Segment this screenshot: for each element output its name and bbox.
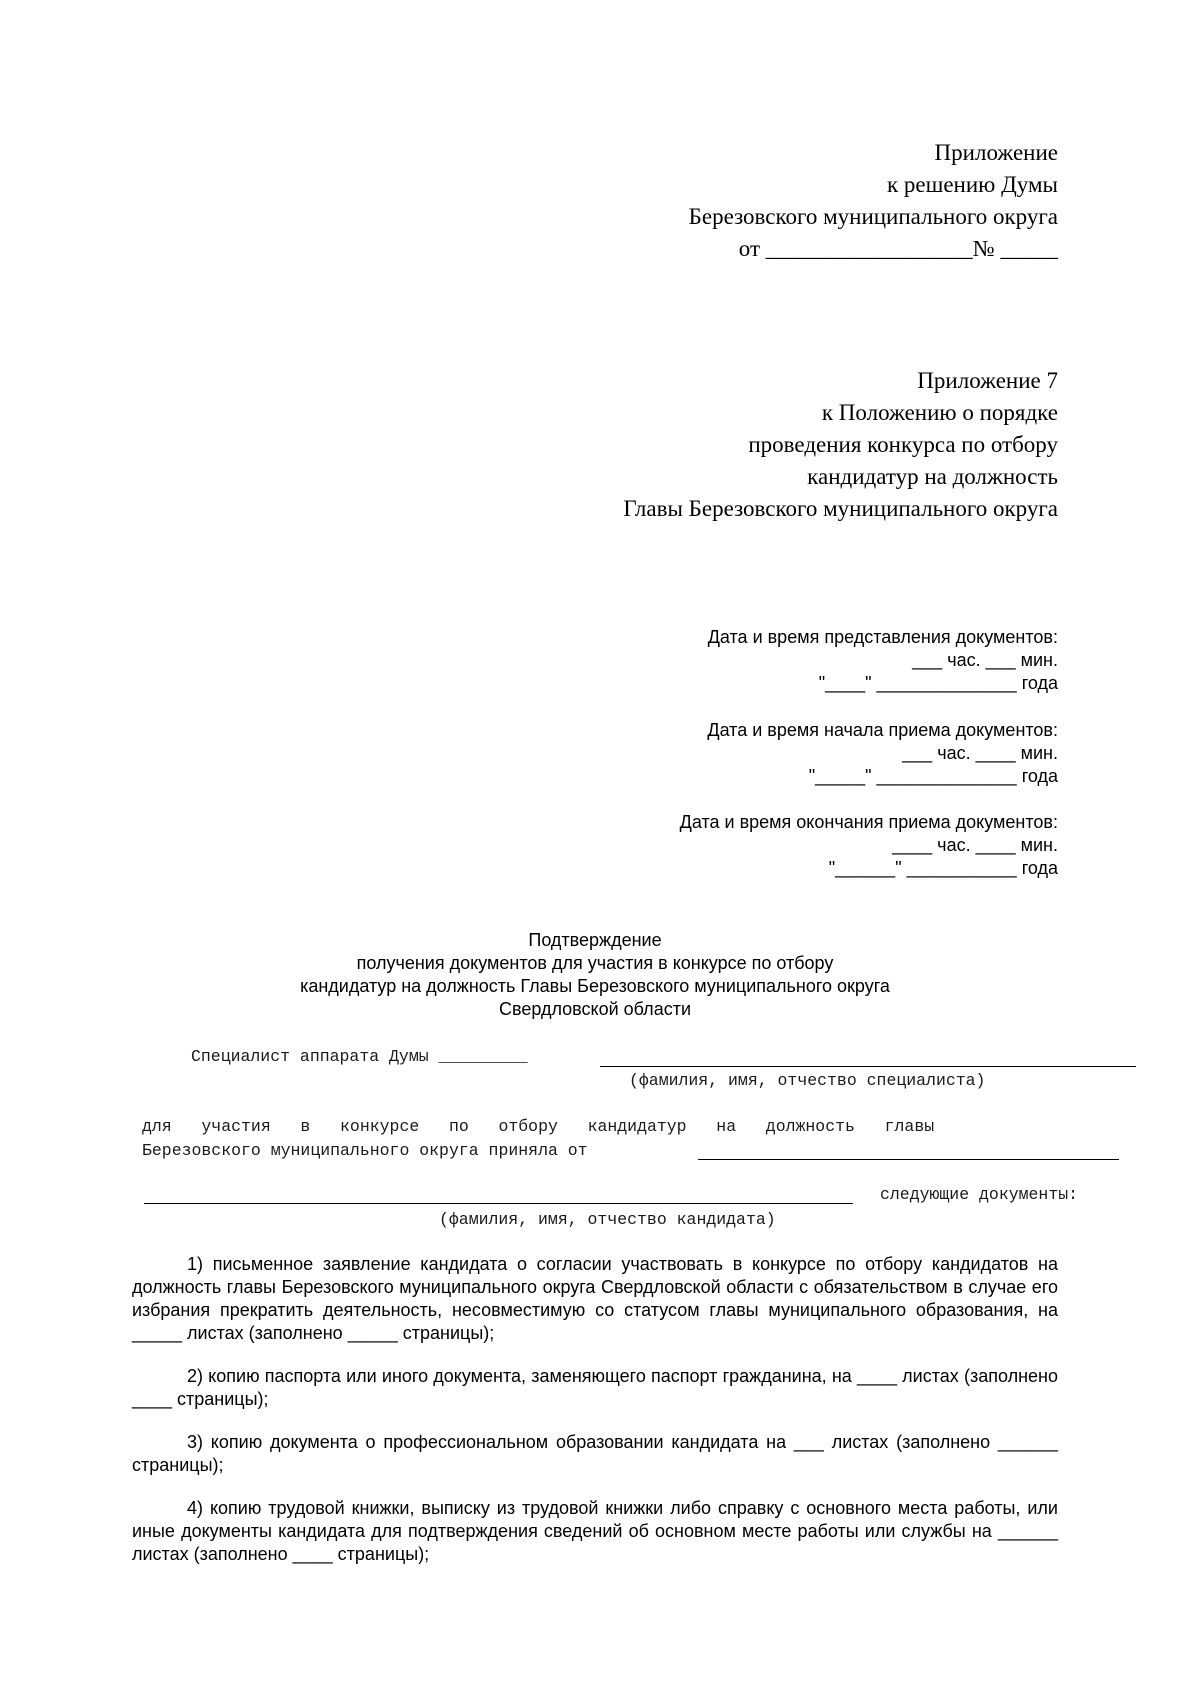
list-item	[132, 1365, 1058, 1411]
following-docs-label: следующие документы:	[880, 1185, 1079, 1204]
list-item-text: 2) копию паспорта или иного документа, заменяющего паспорт гражданина, на ____ листах (заполнено ____ страницы);	[132, 1366, 1058, 1409]
appendix-7-line: Главы Березовского муниципального округа	[623, 496, 1058, 521]
participation-line-1: для участия в конкурсе по отбору кандидатур на должность главы	[142, 1117, 935, 1136]
appendix-top-block	[689, 137, 1058, 265]
appendix-7-line: к Положению о порядке	[821, 400, 1058, 425]
heading-line: Свердловской области	[498, 999, 691, 1019]
start-date: "_____" ______________ года	[808, 766, 1058, 786]
appendix-7-block	[623, 365, 1058, 525]
list-item-text: 1) письменное заявление кандидата о согласии участвовать в конкурсе по отбору кандидатов на должность главы Березовского муниципального округа Свердловской области с обязательством в случае его избрания прекратить деятельность, несовместимую со статусом главы муниципального образования, на _____ листах (заполнено _____ страницы);	[132, 1254, 1058, 1343]
specialist-name-field[interactable]	[600, 1066, 1136, 1067]
appendix-top-line: от __________________№ _____	[738, 236, 1058, 261]
appendix-7-line: проведения конкурса по отбору	[748, 432, 1058, 457]
start-time: ___ час. ____ мин.	[902, 743, 1058, 763]
appendix-top-line: Березовского муниципального округа	[688, 204, 1058, 229]
submission-date-block	[708, 626, 1058, 695]
specialist-hint: (фамилия, имя, отчество специалиста)	[629, 1071, 986, 1090]
submission-date-title: Дата и время представления документов:	[707, 627, 1058, 647]
list-item-text: 4) копию трудовой книжки, выписку из трудовой книжки либо справку с основного места работы, или иные документы кандидата для подтверждения сведений об основном месте работы или службы на ______ листах (заполнено ____ страницы);	[132, 1498, 1058, 1564]
document-heading	[132, 929, 1058, 1021]
participation-line-2: Березовского муниципального округа приняла от	[142, 1141, 588, 1160]
appendix-top-line: Приложение	[934, 140, 1058, 165]
start-date-title: Дата и время начала приема документов:	[707, 720, 1058, 740]
end-time: ____ час. ____ мин.	[892, 835, 1058, 855]
appendix-7-line: Приложение 7	[917, 368, 1058, 393]
end-date: "______" ___________ года	[828, 858, 1058, 878]
end-date-block	[680, 811, 1058, 880]
list-item	[132, 1253, 1058, 1345]
appendix-top-line: к решению Думы	[887, 172, 1058, 197]
candidate-name-field[interactable]	[144, 1203, 853, 1204]
heading-line: кандидатур на должность Главы Березовского муниципального округа	[300, 976, 890, 996]
start-date-block	[707, 719, 1058, 788]
list-item	[132, 1497, 1058, 1566]
end-date-title: Дата и время окончания приема документов:	[679, 812, 1058, 832]
heading-line: Подтверждение	[528, 930, 662, 950]
heading-line: получения документов для участия в конкурсе по отбору	[356, 953, 834, 973]
specialist-label: Специалист аппарата Думы _________	[191, 1047, 528, 1066]
submission-time: ___ час. ___ мин.	[912, 650, 1058, 670]
list-item-text: 3) копию документа о профессиональном образовании кандидата на ___ листах (заполнено ______ страницы);	[132, 1432, 1058, 1475]
appendix-7-line: кандидатур на должность	[807, 464, 1058, 489]
candidate-hint: (фамилия, имя, отчество кандидата)	[439, 1210, 776, 1229]
list-item	[132, 1431, 1058, 1477]
received-from-field[interactable]	[698, 1159, 1119, 1160]
submission-date: "____" ______________ года	[818, 673, 1058, 693]
